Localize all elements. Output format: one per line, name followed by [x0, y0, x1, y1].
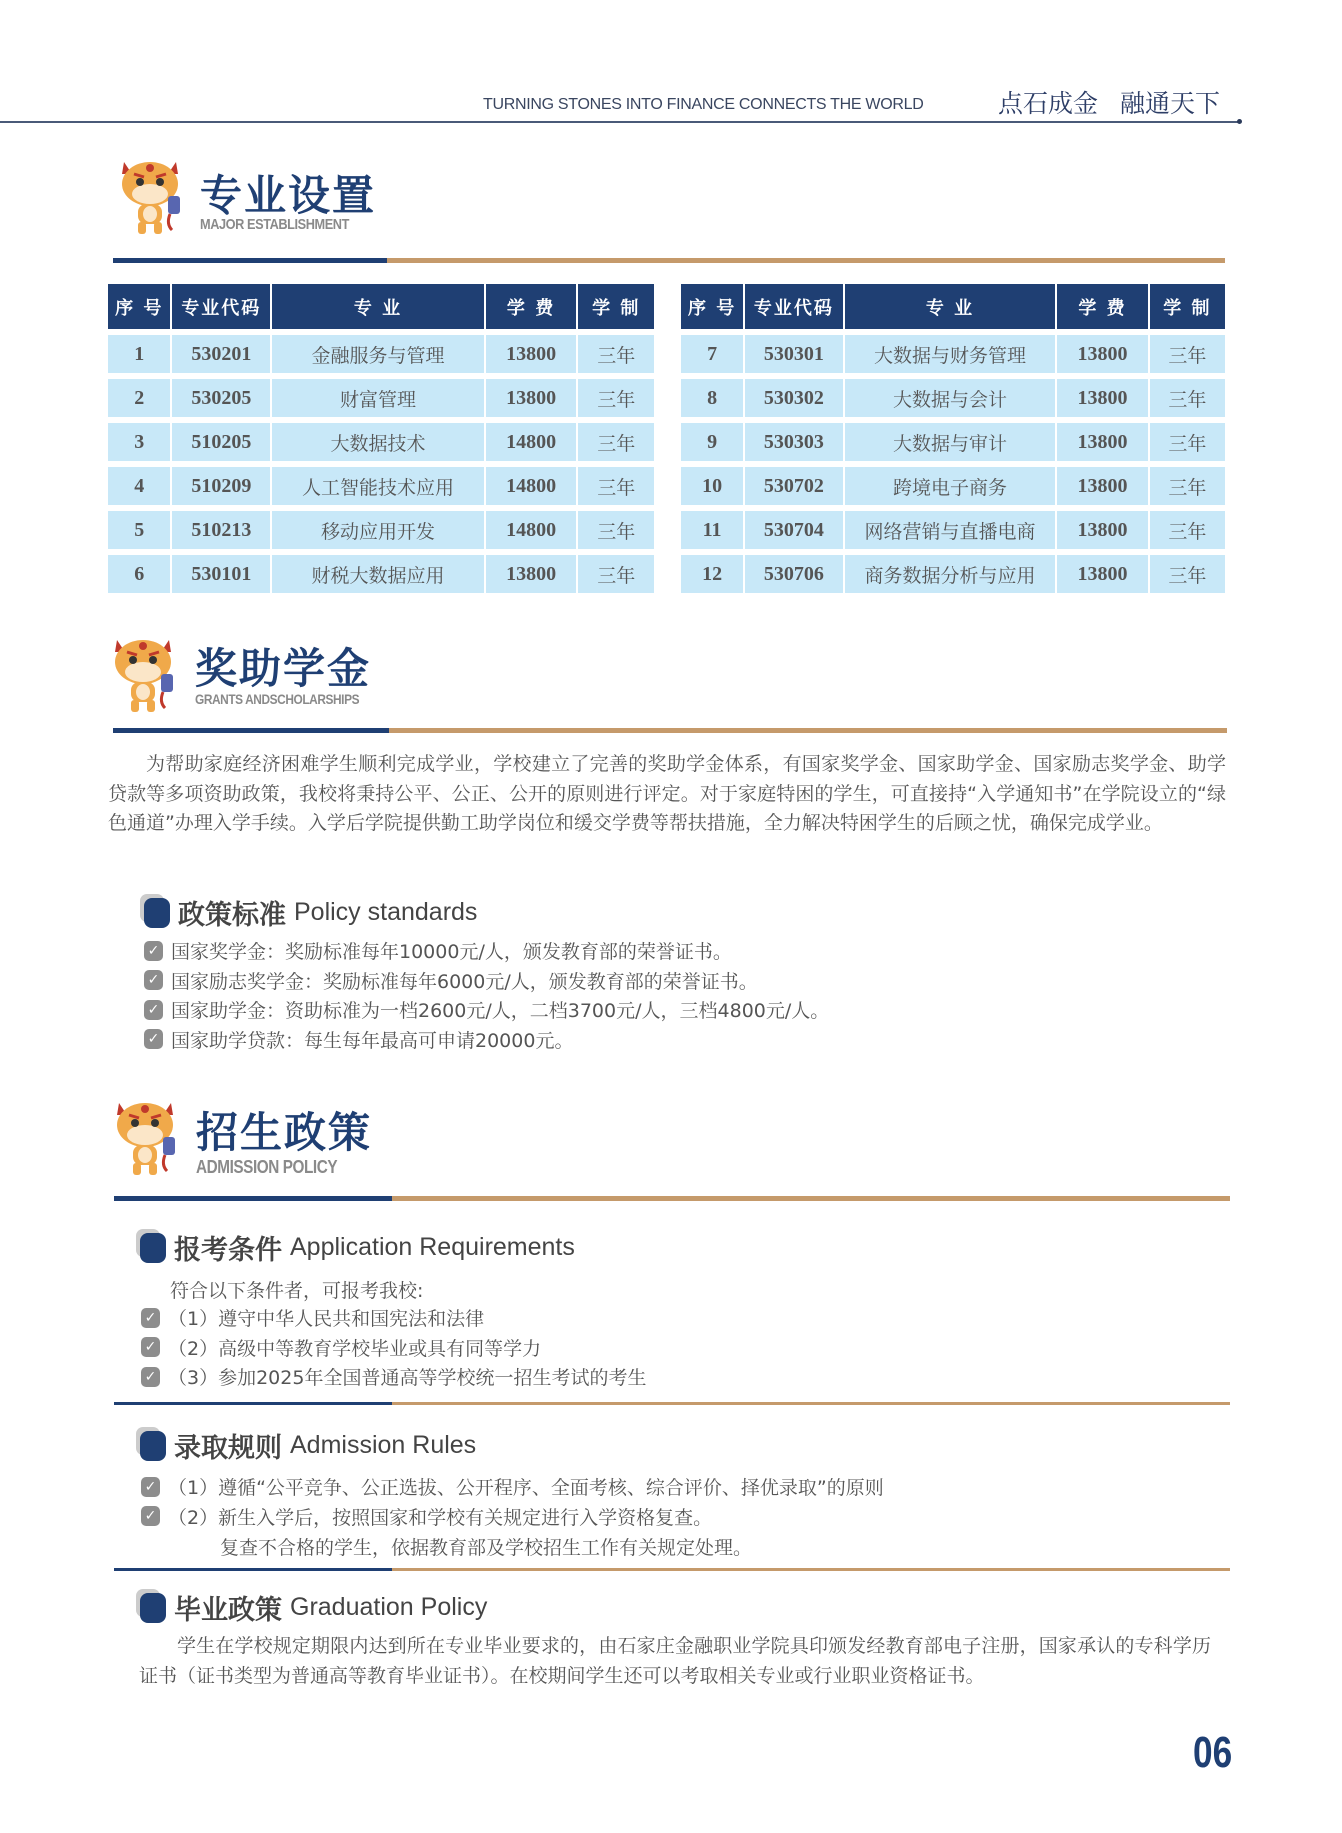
table-cell: 7: [681, 335, 743, 373]
check-list-item: [144, 936, 829, 966]
table-cell: 4: [108, 467, 170, 505]
table-cell: 财税大数据应用: [272, 555, 484, 593]
heading-cn: 报考条件: [174, 1235, 282, 1266]
mascot-logo: [105, 1093, 185, 1181]
section-title-admission: 招生政策: [196, 1108, 373, 1157]
check-list-item: [141, 1303, 646, 1333]
check-list-item: [144, 966, 829, 996]
table-cell: 大数据技术: [272, 423, 484, 461]
header-divider-dot: [1237, 119, 1242, 124]
graduation-heading: [136, 1588, 487, 1627]
table-cell: 12: [681, 555, 743, 593]
table-cell: 网络营销与直播电商: [845, 511, 1056, 549]
table-row: [681, 423, 1225, 461]
page-number: 06: [1193, 1728, 1233, 1777]
table-cell: 530301: [745, 335, 842, 373]
column-header: 专业代码: [745, 284, 842, 329]
list-item-text: （1）遵循“公平竞争、公正选拔、公开程序、全面考核、综合评价、择优录取”的原则: [168, 1477, 884, 1500]
table-cell: 510205: [172, 423, 270, 461]
heading-en: Application Requirements: [290, 1233, 575, 1261]
header-divider: [0, 121, 1240, 123]
table-cell: 530303: [745, 423, 842, 461]
list-item-text: 国家助学金：资助标准为一档2600元/人，二档3700元/人，三档4800元/人。: [171, 1000, 830, 1023]
column-header: 专业代码: [172, 284, 270, 329]
rules-note: 复查不合格的学生，依据教育部及学校招生工作有关规定处理。: [220, 1537, 753, 1559]
table-cell: 510209: [172, 467, 270, 505]
checkbox-checked-icon: ✓: [141, 1506, 160, 1526]
list-item-text: （3）参加2025年全国普通高等学校统一招生考试的考生: [168, 1367, 647, 1390]
table-cell: 大数据与会计: [845, 379, 1056, 417]
column-header: 学 制: [578, 284, 654, 329]
table-row: [108, 335, 654, 373]
heading-en: Admission Rules: [290, 1431, 477, 1459]
checkbox-checked-icon: ✓: [141, 1337, 160, 1357]
heading-cn: 毕业政策: [174, 1595, 282, 1626]
table-cell: 三年: [578, 467, 654, 505]
table-cell: 530704: [745, 511, 842, 549]
check-list-item: [144, 1025, 829, 1055]
table-cell: 530706: [745, 555, 842, 593]
table-row: [681, 467, 1225, 505]
section-subtitle-majors: MAJOR ESTABLISHMENT: [200, 216, 349, 233]
table-cell: 三年: [578, 423, 654, 461]
policy-list: [144, 936, 829, 1054]
list-item-text: 国家奖学金：奖励标准每年10000元/人，颁发教育部的荣誉证书。: [171, 941, 732, 964]
list-item-text: （1）遵守中华人民共和国宪法和法律: [168, 1308, 485, 1331]
table-cell: 1: [108, 335, 170, 373]
bullet-square-icon: [136, 1431, 166, 1461]
table-cell: 13800: [1057, 467, 1147, 505]
section-subtitle-admission: ADMISSION POLICY: [196, 1157, 338, 1177]
column-header: 专 业: [272, 284, 484, 329]
table-cell: 三年: [1150, 555, 1225, 593]
table-cell: 10: [681, 467, 743, 505]
header-slogan-cn: 点石成金 融通天下: [998, 89, 1220, 118]
table-header-row: [108, 284, 654, 329]
table-cell: 530205: [172, 379, 270, 417]
table-cell: 移动应用开发: [272, 511, 484, 549]
sub-divider: [114, 1568, 1230, 1571]
check-list-item: [141, 1502, 884, 1532]
table-row: [108, 423, 654, 461]
graduation-text: 学生在学校规定期限内达到所在专业毕业要求的，由石家庄金融职业学院具印颁发经教育部电子注册，国家承认的专科学历证书（证书类型为普通高等教育毕业证书）。在校期间学生还可以考取相关专业或行业职业资格证书。: [139, 1635, 1211, 1687]
header-slogan-en: TURNING STONES INTO FINANCE CONNECTS THE WORLD: [483, 96, 924, 113]
table-row: [681, 555, 1225, 593]
table-cell: 3: [108, 423, 170, 461]
checkbox-checked-icon: ✓: [141, 1477, 160, 1497]
list-item-text: 国家励志奖学金：奖励标准每年6000元/人，颁发教育部的荣誉证书。: [171, 970, 758, 993]
checkbox-checked-icon: ✓: [141, 1367, 160, 1387]
check-list-item: [141, 1333, 646, 1363]
rules-heading: [136, 1426, 476, 1465]
table-cell: 5: [108, 511, 170, 549]
table-cell: 8: [681, 379, 743, 417]
grants-intro: 为帮助家庭经济困难学生顺利完成学业，学校建立了完善的奖助学金体系，有国家奖学金、国家助学金、国家励志奖学金、助学贷款等多项资助政策，我校将秉持公平、公正、公开的原则进行评定。对于家庭特困的学生，可直接持“入学通知书”在学院设立的“绿色通道”办理入学手续。入学后学院提供勤工助学岗位和缓交学费等帮扶措施，全力解决特困学生的后顾之忧，确保完成学业。: [108, 753, 1226, 834]
column-header: 专 业: [845, 284, 1056, 329]
table-cell: 大数据与财务管理: [845, 335, 1056, 373]
checkbox-checked-icon: ✓: [144, 941, 163, 961]
majors-table-right: [679, 278, 1227, 599]
table-cell: 14800: [486, 511, 577, 549]
table-cell: 13800: [1057, 423, 1147, 461]
table-cell: 530302: [745, 379, 842, 417]
table-cell: 13800: [486, 335, 577, 373]
table-row: [108, 379, 654, 417]
requirements-intro: 符合以下条件者，可报考我校:: [170, 1280, 424, 1302]
table-cell: 三年: [578, 335, 654, 373]
bullet-square-icon: [136, 1593, 166, 1623]
table-cell: 13800: [486, 555, 577, 593]
table-cell: 商务数据分析与应用: [845, 555, 1056, 593]
table-cell: 大数据与审计: [845, 423, 1056, 461]
table-cell: 13800: [1057, 379, 1147, 417]
bullet-square-icon: [140, 898, 170, 928]
requirements-list: [141, 1303, 646, 1392]
table-cell: 13800: [1057, 511, 1147, 549]
checkbox-checked-icon: ✓: [141, 1308, 160, 1328]
table-row: [681, 511, 1225, 549]
checkbox-checked-icon: ✓: [144, 1029, 163, 1049]
column-header: 学 费: [1057, 284, 1147, 329]
requirements-heading: [136, 1228, 575, 1267]
table-cell: 人工智能技术应用: [272, 467, 484, 505]
table-cell: 6: [108, 555, 170, 593]
table-cell: 跨境电子商务: [845, 467, 1056, 505]
checkbox-checked-icon: ✓: [144, 970, 163, 990]
list-item-text: （2）高级中等教育学校毕业或具有同等学力: [168, 1337, 542, 1360]
check-list-item: [141, 1472, 884, 1502]
table-cell: 530101: [172, 555, 270, 593]
heading-cn: 政策标准: [178, 900, 286, 931]
table-cell: 530201: [172, 335, 270, 373]
column-header: 序 号: [681, 284, 743, 329]
majors-table-left: [106, 278, 656, 599]
table-cell: 财富管理: [272, 379, 484, 417]
column-header: 学 费: [486, 284, 577, 329]
check-list-item: [144, 995, 829, 1025]
rules-list: [141, 1472, 884, 1531]
heading-en: Policy standards: [294, 898, 478, 926]
table-cell: 三年: [1150, 511, 1225, 549]
section-title-majors: 专业设置: [200, 171, 377, 220]
table-cell: 13800: [1057, 555, 1147, 593]
table-row: [681, 335, 1225, 373]
section-subtitle-grants: GRANTS ANDSCHOLARSHIPS: [195, 691, 360, 707]
list-item-text: 国家助学贷款：每生每年最高可申请20000元。: [171, 1029, 574, 1052]
table-cell: 三年: [578, 379, 654, 417]
table-cell: 11: [681, 511, 743, 549]
table-row: [108, 555, 654, 593]
table-cell: 530702: [745, 467, 842, 505]
table-cell: 510213: [172, 511, 270, 549]
section-divider: [114, 1196, 1230, 1201]
check-list-item: [141, 1362, 646, 1392]
table-cell: 13800: [1057, 335, 1147, 373]
table-cell: 三年: [1150, 467, 1225, 505]
section-divider: [113, 258, 1225, 263]
section-divider: [113, 728, 1227, 733]
table-cell: 14800: [486, 467, 577, 505]
table-cell: 三年: [1150, 379, 1225, 417]
checkbox-checked-icon: ✓: [144, 1000, 163, 1020]
sub-divider: [114, 1402, 1230, 1405]
table-row: [108, 467, 654, 505]
table-row: [681, 379, 1225, 417]
section-title-grants: 奖助学金: [195, 644, 372, 693]
heading-cn: 录取规则: [174, 1433, 282, 1464]
mascot-logo: [103, 630, 183, 718]
column-header: 序 号: [108, 284, 170, 329]
bullet-square-icon: [136, 1233, 166, 1263]
table-cell: 三年: [1150, 423, 1225, 461]
policy-heading: [140, 893, 477, 932]
table-cell: 14800: [486, 423, 577, 461]
table-cell: 13800: [486, 379, 577, 417]
table-cell: 三年: [578, 555, 654, 593]
table-cell: 三年: [1150, 335, 1225, 373]
heading-en: Graduation Policy: [290, 1593, 488, 1621]
table-row: [108, 511, 654, 549]
table-header-row: [681, 284, 1225, 329]
table-cell: 9: [681, 423, 743, 461]
table-cell: 2: [108, 379, 170, 417]
table-cell: 金融服务与管理: [272, 335, 484, 373]
column-header: 学 制: [1150, 284, 1225, 329]
table-cell: 三年: [578, 511, 654, 549]
list-item-text: （2）新生入学后，按照国家和学校有关规定进行入学资格复查。: [168, 1506, 713, 1529]
mascot-logo: [110, 152, 190, 240]
